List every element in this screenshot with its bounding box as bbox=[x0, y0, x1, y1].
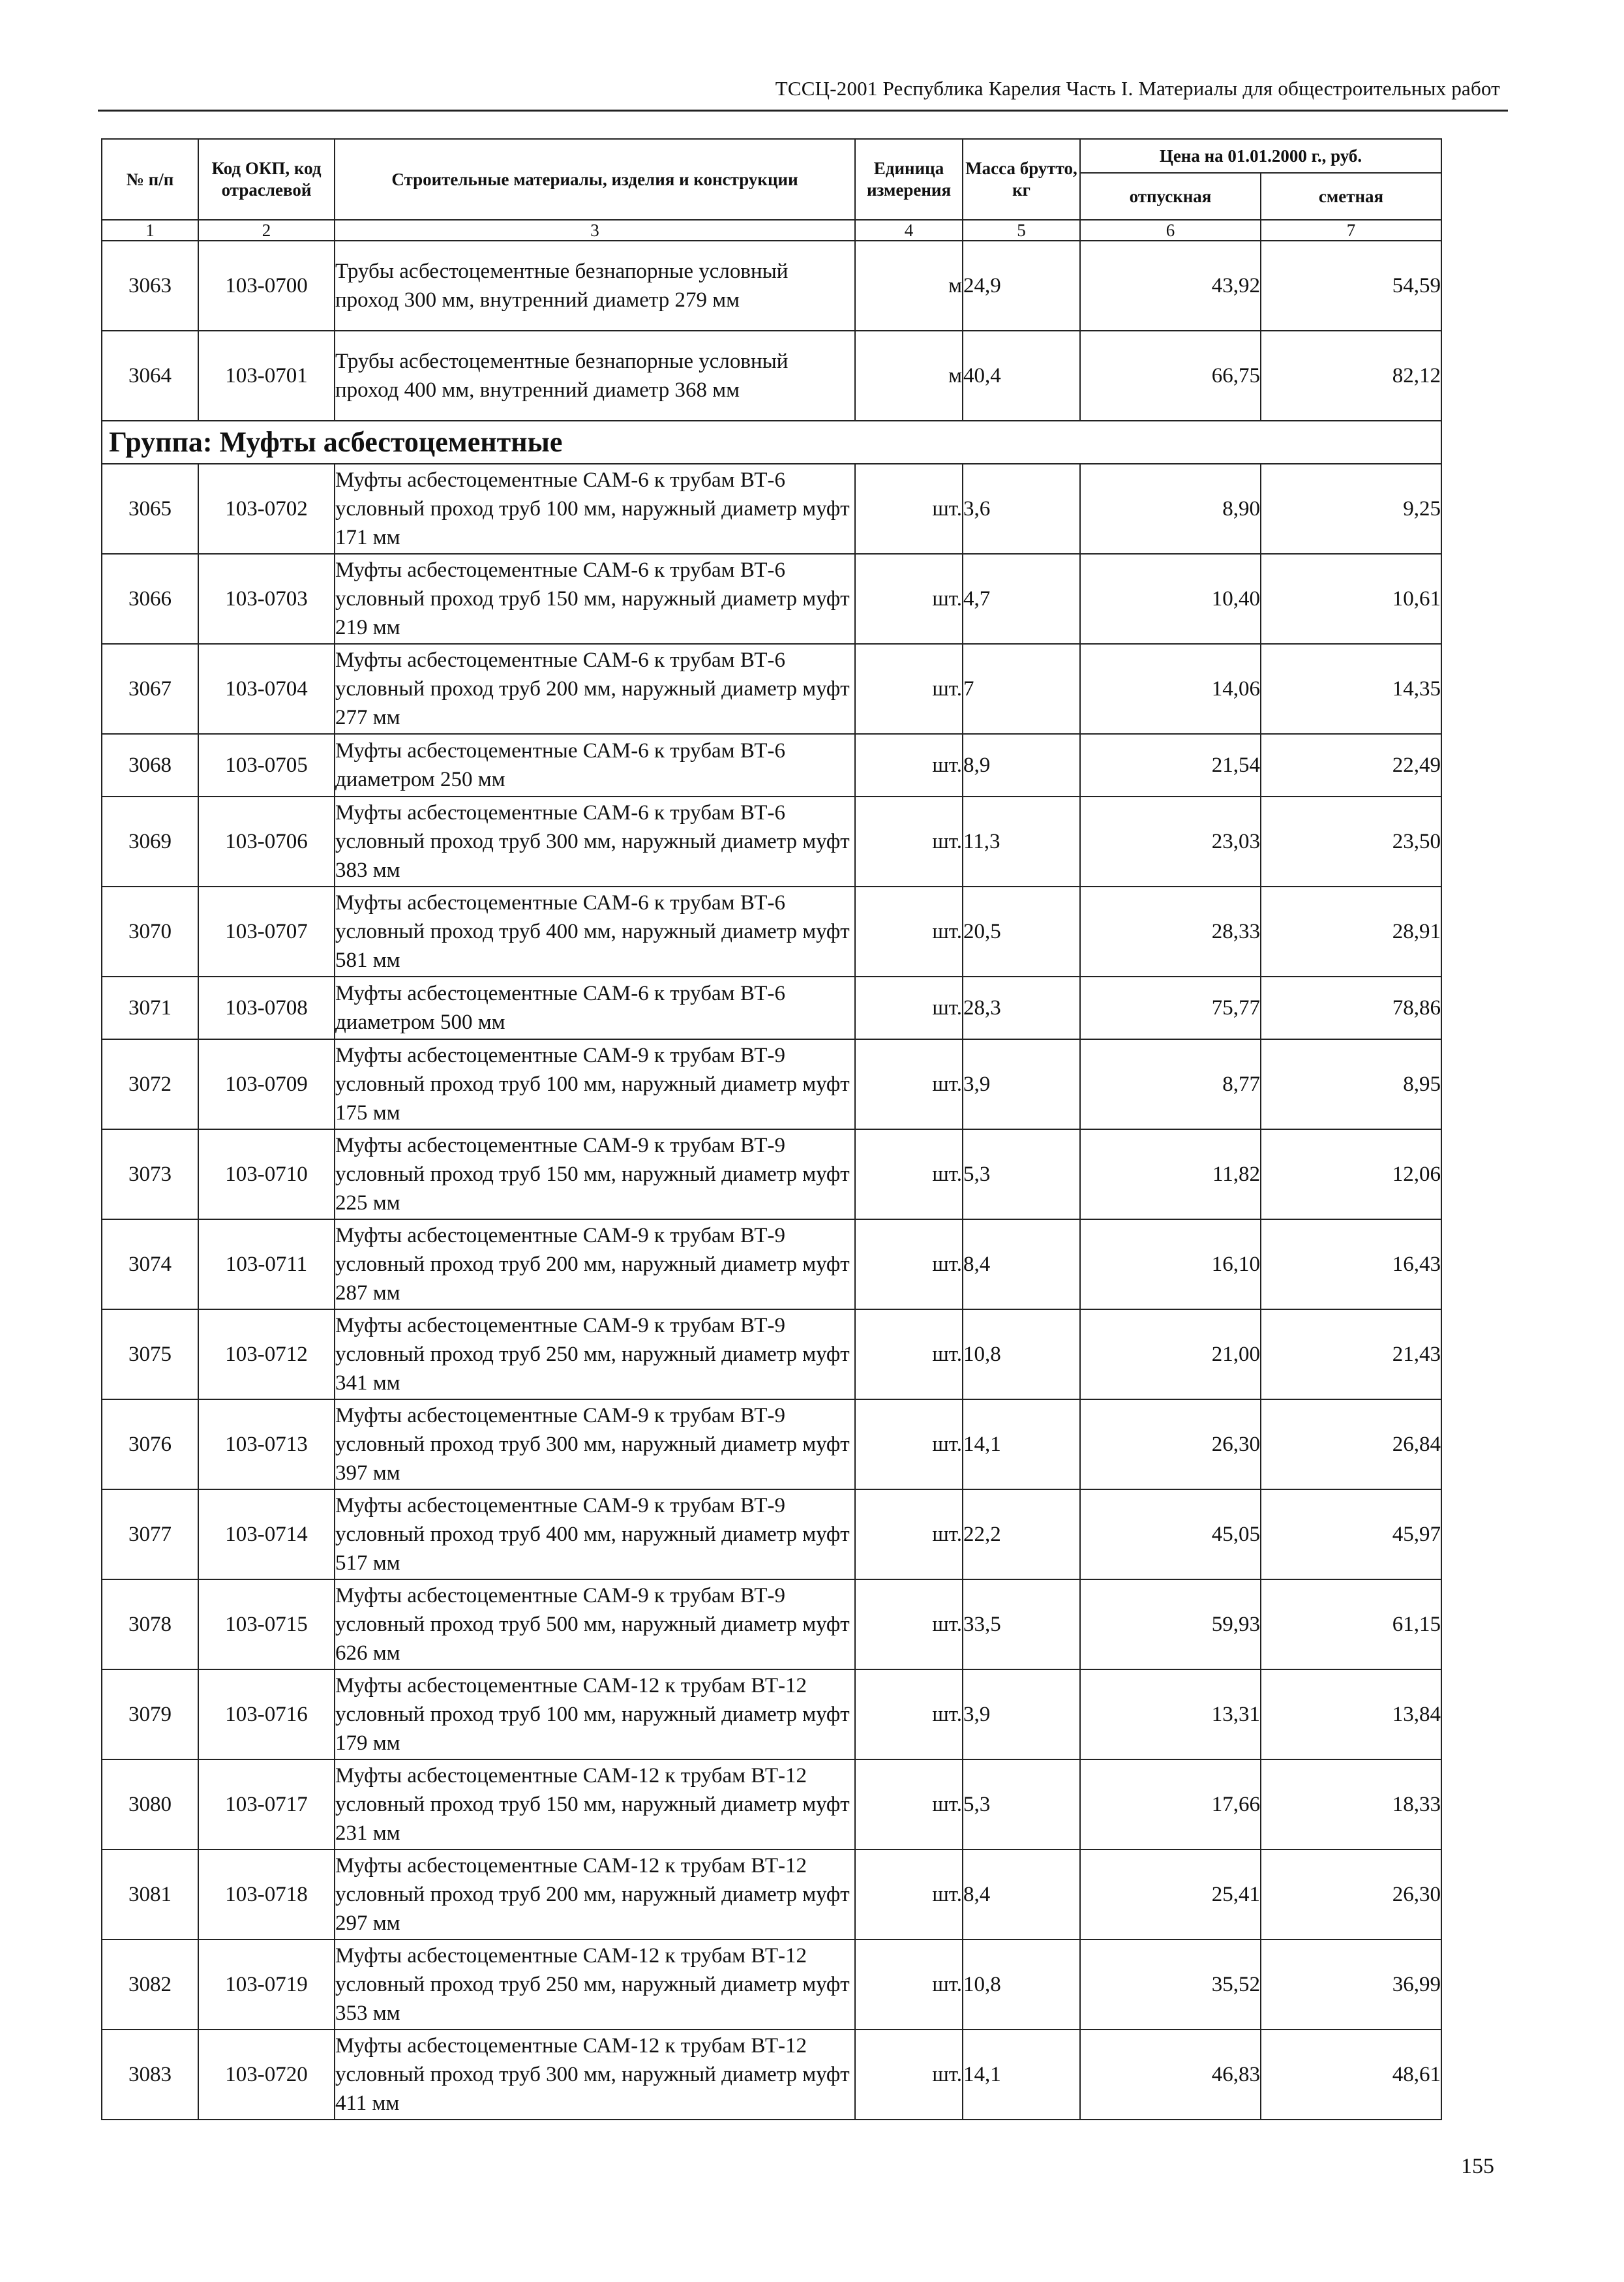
table-row bbox=[102, 1940, 1441, 2030]
row-mass: 3,9 bbox=[963, 1669, 1080, 1759]
rows-before-group bbox=[102, 241, 1441, 421]
row-number: 3071 bbox=[102, 977, 198, 1039]
header-num: № п/п bbox=[102, 139, 198, 220]
row-price-release: 66,75 bbox=[1080, 331, 1261, 421]
row-unit: м bbox=[855, 331, 963, 421]
row-unit: шт. bbox=[855, 1579, 963, 1669]
row-unit: шт. bbox=[855, 464, 963, 554]
row-name: Муфты асбестоцементные САМ-12 к трубам ВТ-12 условный проход труб 150 мм, наружный диаметр муфт 231 мм bbox=[335, 1759, 855, 1849]
row-mass: 8,4 bbox=[963, 1219, 1080, 1309]
row-code: 103-0700 bbox=[198, 241, 335, 331]
row-price-release: 43,92 bbox=[1080, 241, 1261, 331]
row-code: 103-0719 bbox=[198, 1940, 335, 2030]
row-price-estimate: 10,61 bbox=[1261, 554, 1441, 644]
row-unit: шт. bbox=[855, 1489, 963, 1579]
row-number: 3070 bbox=[102, 887, 198, 977]
table-row bbox=[102, 734, 1441, 797]
row-number: 3076 bbox=[102, 1399, 198, 1489]
row-price-estimate: 9,25 bbox=[1261, 464, 1441, 554]
table-row bbox=[102, 1489, 1441, 1579]
row-mass: 5,3 bbox=[963, 1759, 1080, 1849]
row-name: Муфты асбестоцементные САМ-9 к трубам ВТ-9 условный проход труб 500 мм, наружный диаметр муфт 626 мм bbox=[335, 1579, 855, 1669]
row-number: 3072 bbox=[102, 1039, 198, 1129]
row-code: 103-0716 bbox=[198, 1669, 335, 1759]
row-unit: шт. bbox=[855, 1399, 963, 1489]
row-name: Муфты асбестоцементные САМ-9 к трубам ВТ-9 условный проход труб 250 мм, наружный диаметр муфт 341 мм bbox=[335, 1309, 855, 1399]
row-unit: шт. bbox=[855, 797, 963, 887]
row-mass: 20,5 bbox=[963, 887, 1080, 977]
row-number: 3068 bbox=[102, 734, 198, 797]
table-row bbox=[102, 1669, 1441, 1759]
table-row bbox=[102, 1039, 1441, 1129]
row-number: 3080 bbox=[102, 1759, 198, 1849]
table-row bbox=[102, 1399, 1441, 1489]
group-title: Группа: Муфты асбестоцементные bbox=[102, 421, 1441, 464]
row-price-release: 26,30 bbox=[1080, 1399, 1261, 1489]
row-price-estimate: 28,91 bbox=[1261, 887, 1441, 977]
table-row bbox=[102, 464, 1441, 554]
row-unit: шт. bbox=[855, 644, 963, 734]
row-price-estimate: 54,59 bbox=[1261, 241, 1441, 331]
row-price-release: 59,93 bbox=[1080, 1579, 1261, 1669]
row-number: 3069 bbox=[102, 797, 198, 887]
row-name: Муфты асбестоцементные САМ-9 к трубам ВТ-9 условный проход труб 400 мм, наружный диаметр муфт 517 мм bbox=[335, 1489, 855, 1579]
column-number: 3 bbox=[335, 220, 855, 241]
row-code: 103-0712 bbox=[198, 1309, 335, 1399]
row-number: 3074 bbox=[102, 1219, 198, 1309]
row-code: 103-0711 bbox=[198, 1219, 335, 1309]
header-price-group: Цена на 01.01.2000 г., руб. bbox=[1080, 139, 1441, 173]
row-name: Муфты асбестоцементные САМ-9 к трубам ВТ-9 условный проход труб 100 мм, наружный диаметр муфт 175 мм bbox=[335, 1039, 855, 1129]
row-unit: шт. bbox=[855, 2030, 963, 2120]
row-mass: 10,8 bbox=[963, 1940, 1080, 2030]
column-number: 2 bbox=[198, 220, 335, 241]
row-code: 103-0708 bbox=[198, 977, 335, 1039]
row-mass: 7 bbox=[963, 644, 1080, 734]
row-price-estimate: 26,84 bbox=[1261, 1399, 1441, 1489]
column-number-row bbox=[102, 220, 1441, 241]
row-price-release: 75,77 bbox=[1080, 977, 1261, 1039]
page-number: 155 bbox=[1461, 2154, 1494, 2178]
row-number: 3064 bbox=[102, 331, 198, 421]
row-name: Трубы асбестоцементные безнапорные условный проход 400 мм, внутренний диаметр 368 мм bbox=[335, 331, 855, 421]
row-name: Муфты асбестоцементные САМ-12 к трубам ВТ-12 условный проход труб 100 мм, наружный диаметр муфт 179 мм bbox=[335, 1669, 855, 1759]
row-mass: 28,3 bbox=[963, 977, 1080, 1039]
row-code: 103-0720 bbox=[198, 2030, 335, 2120]
row-price-estimate: 16,43 bbox=[1261, 1219, 1441, 1309]
row-price-release: 23,03 bbox=[1080, 797, 1261, 887]
row-price-release: 17,66 bbox=[1080, 1759, 1261, 1849]
row-mass: 3,9 bbox=[963, 1039, 1080, 1129]
row-code: 103-0714 bbox=[198, 1489, 335, 1579]
row-price-estimate: 78,86 bbox=[1261, 977, 1441, 1039]
row-number: 3077 bbox=[102, 1489, 198, 1579]
row-price-estimate: 14,35 bbox=[1261, 644, 1441, 734]
table-row bbox=[102, 1219, 1441, 1309]
row-code: 103-0710 bbox=[198, 1129, 335, 1219]
row-mass: 14,1 bbox=[963, 2030, 1080, 2120]
row-number: 3083 bbox=[102, 2030, 198, 2120]
header-unit: Единица измерения bbox=[855, 139, 963, 220]
row-price-estimate: 23,50 bbox=[1261, 797, 1441, 887]
row-number: 3065 bbox=[102, 464, 198, 554]
group-section bbox=[102, 421, 1441, 464]
row-price-release: 28,33 bbox=[1080, 887, 1261, 977]
row-name: Муфты асбестоцементные САМ-12 к трубам ВТ-12 условный проход труб 250 мм, наружный диаметр муфт 353 мм bbox=[335, 1940, 855, 2030]
row-name: Муфты асбестоцементные САМ-12 к трубам ВТ-12 условный проход труб 300 мм, наружный диаметр муфт 411 мм bbox=[335, 2030, 855, 2120]
row-code: 103-0718 bbox=[198, 1849, 335, 1940]
row-unit: шт. bbox=[855, 554, 963, 644]
table-row bbox=[102, 1309, 1441, 1399]
row-mass: 14,1 bbox=[963, 1399, 1080, 1489]
row-unit: шт. bbox=[855, 1219, 963, 1309]
row-name: Муфты асбестоцементные САМ-6 к трубам ВТ-6 условный проход труб 300 мм, наружный диаметр муфт 383 мм bbox=[335, 797, 855, 887]
table-row bbox=[102, 797, 1441, 887]
row-code: 103-0709 bbox=[198, 1039, 335, 1129]
row-mass: 22,2 bbox=[963, 1489, 1080, 1579]
row-unit: шт. bbox=[855, 1129, 963, 1219]
row-price-estimate: 48,61 bbox=[1261, 2030, 1441, 2120]
row-price-release: 21,00 bbox=[1080, 1309, 1261, 1399]
row-code: 103-0703 bbox=[198, 554, 335, 644]
row-price-release: 35,52 bbox=[1080, 1940, 1261, 2030]
row-name: Муфты асбестоцементные САМ-6 к трубам ВТ-6 условный проход труб 400 мм, наружный диаметр муфт 581 мм bbox=[335, 887, 855, 977]
table-row bbox=[102, 887, 1441, 977]
row-number: 3078 bbox=[102, 1579, 198, 1669]
row-name: Муфты асбестоцементные САМ-6 к трубам ВТ-6 условный проход труб 100 мм, наружный диаметр муфт 171 мм bbox=[335, 464, 855, 554]
row-price-release: 13,31 bbox=[1080, 1669, 1261, 1759]
row-name: Муфты асбестоцементные САМ-9 к трубам ВТ-9 условный проход труб 200 мм, наружный диаметр муфт 287 мм bbox=[335, 1219, 855, 1309]
row-unit: м bbox=[855, 241, 963, 331]
row-price-release: 46,83 bbox=[1080, 2030, 1261, 2120]
row-number: 3063 bbox=[102, 241, 198, 331]
running-header: ТССЦ-2001 Республика Карелия Часть I. Материалы для общестроительных работ bbox=[775, 77, 1500, 100]
row-code: 103-0702 bbox=[198, 464, 335, 554]
row-code: 103-0717 bbox=[198, 1759, 335, 1849]
row-mass: 10,8 bbox=[963, 1309, 1080, 1399]
row-code: 103-0715 bbox=[198, 1579, 335, 1669]
row-unit: шт. bbox=[855, 977, 963, 1039]
row-number: 3073 bbox=[102, 1129, 198, 1219]
row-number: 3082 bbox=[102, 1940, 198, 2030]
row-price-release: 11,82 bbox=[1080, 1129, 1261, 1219]
row-price-release: 25,41 bbox=[1080, 1849, 1261, 1940]
row-unit: шт. bbox=[855, 1940, 963, 2030]
header-code: Код ОКП, код отраслевой bbox=[198, 139, 335, 220]
header-rule bbox=[98, 110, 1508, 112]
row-code: 103-0706 bbox=[198, 797, 335, 887]
row-price-release: 10,40 bbox=[1080, 554, 1261, 644]
table-header bbox=[102, 139, 1441, 241]
row-code: 103-0707 bbox=[198, 887, 335, 977]
column-number: 5 bbox=[963, 220, 1080, 241]
row-code: 103-0713 bbox=[198, 1399, 335, 1489]
row-price-estimate: 18,33 bbox=[1261, 1759, 1441, 1849]
row-number: 3081 bbox=[102, 1849, 198, 1940]
table-row bbox=[102, 241, 1441, 331]
group-row bbox=[102, 421, 1441, 464]
row-mass: 3,6 bbox=[963, 464, 1080, 554]
row-price-estimate: 22,49 bbox=[1261, 734, 1441, 797]
row-unit: шт. bbox=[855, 1309, 963, 1399]
table-row bbox=[102, 1579, 1441, 1669]
table-row bbox=[102, 2030, 1441, 2120]
row-code: 103-0701 bbox=[198, 331, 335, 421]
row-mass: 5,3 bbox=[963, 1129, 1080, 1219]
row-number: 3067 bbox=[102, 644, 198, 734]
row-mass: 11,3 bbox=[963, 797, 1080, 887]
row-price-estimate: 36,99 bbox=[1261, 1940, 1441, 2030]
row-mass: 33,5 bbox=[963, 1579, 1080, 1669]
row-name: Муфты асбестоцементные САМ-9 к трубам ВТ-9 условный проход труб 150 мм, наружный диаметр муфт 225 мм bbox=[335, 1129, 855, 1219]
row-price-estimate: 12,06 bbox=[1261, 1129, 1441, 1219]
column-number: 6 bbox=[1080, 220, 1261, 241]
row-unit: шт. bbox=[855, 1039, 963, 1129]
header-price-release: отпускная bbox=[1080, 173, 1261, 220]
row-unit: шт. bbox=[855, 734, 963, 797]
row-mass: 4,7 bbox=[963, 554, 1080, 644]
table-row bbox=[102, 331, 1441, 421]
row-name: Муфты асбестоцементные САМ-9 к трубам ВТ-9 условный проход труб 300 мм, наружный диаметр муфт 397 мм bbox=[335, 1399, 855, 1489]
row-price-release: 45,05 bbox=[1080, 1489, 1261, 1579]
column-number: 4 bbox=[855, 220, 963, 241]
price-table bbox=[101, 138, 1442, 2120]
row-price-estimate: 8,95 bbox=[1261, 1039, 1441, 1129]
row-unit: шт. bbox=[855, 887, 963, 977]
row-price-estimate: 82,12 bbox=[1261, 331, 1441, 421]
row-unit: шт. bbox=[855, 1849, 963, 1940]
row-price-estimate: 13,84 bbox=[1261, 1669, 1441, 1759]
group-rows bbox=[102, 464, 1441, 2120]
column-number: 7 bbox=[1261, 220, 1441, 241]
header-price-estimate: сметная bbox=[1261, 173, 1441, 220]
row-mass: 24,9 bbox=[963, 241, 1080, 331]
row-price-estimate: 26,30 bbox=[1261, 1849, 1441, 1940]
row-number: 3079 bbox=[102, 1669, 198, 1759]
row-unit: шт. bbox=[855, 1669, 963, 1759]
row-price-estimate: 45,97 bbox=[1261, 1489, 1441, 1579]
row-name: Муфты асбестоцементные САМ-6 к трубам ВТ-6 условный проход труб 150 мм, наружный диаметр муфт 219 мм bbox=[335, 554, 855, 644]
table-row bbox=[102, 1759, 1441, 1849]
row-price-release: 21,54 bbox=[1080, 734, 1261, 797]
row-mass: 8,4 bbox=[963, 1849, 1080, 1940]
row-name: Муфты асбестоцементные САМ-6 к трубам ВТ-6 условный проход труб 200 мм, наружный диаметр муфт 277 мм bbox=[335, 644, 855, 734]
row-code: 103-0705 bbox=[198, 734, 335, 797]
row-name: Муфты асбестоцементные САМ-6 к трубам ВТ-6 диаметром 250 мм bbox=[335, 734, 855, 797]
row-code: 103-0704 bbox=[198, 644, 335, 734]
table-row bbox=[102, 554, 1441, 644]
row-price-release: 8,90 bbox=[1080, 464, 1261, 554]
row-mass: 40,4 bbox=[963, 331, 1080, 421]
row-price-release: 16,10 bbox=[1080, 1219, 1261, 1309]
row-mass: 8,9 bbox=[963, 734, 1080, 797]
row-price-release: 14,06 bbox=[1080, 644, 1261, 734]
table-row bbox=[102, 644, 1441, 734]
row-price-release: 8,77 bbox=[1080, 1039, 1261, 1129]
header-name: Строительные материалы, изделия и конструкции bbox=[335, 139, 855, 220]
row-number: 3066 bbox=[102, 554, 198, 644]
row-name: Муфты асбестоцементные САМ-12 к трубам ВТ-12 условный проход труб 200 мм, наружный диаметр муфт 297 мм bbox=[335, 1849, 855, 1940]
row-number: 3075 bbox=[102, 1309, 198, 1399]
table-row bbox=[102, 1129, 1441, 1219]
header-mass: Масса брутто, кг bbox=[963, 139, 1080, 220]
row-price-estimate: 61,15 bbox=[1261, 1579, 1441, 1669]
row-unit: шт. bbox=[855, 1759, 963, 1849]
row-price-estimate: 21,43 bbox=[1261, 1309, 1441, 1399]
row-name: Муфты асбестоцементные САМ-6 к трубам ВТ-6 диаметром 500 мм bbox=[335, 977, 855, 1039]
table-row bbox=[102, 1849, 1441, 1940]
column-number: 1 bbox=[102, 220, 198, 241]
table-row bbox=[102, 977, 1441, 1039]
row-name: Трубы асбестоцементные безнапорные условный проход 300 мм, внутренний диаметр 279 мм bbox=[335, 241, 855, 331]
